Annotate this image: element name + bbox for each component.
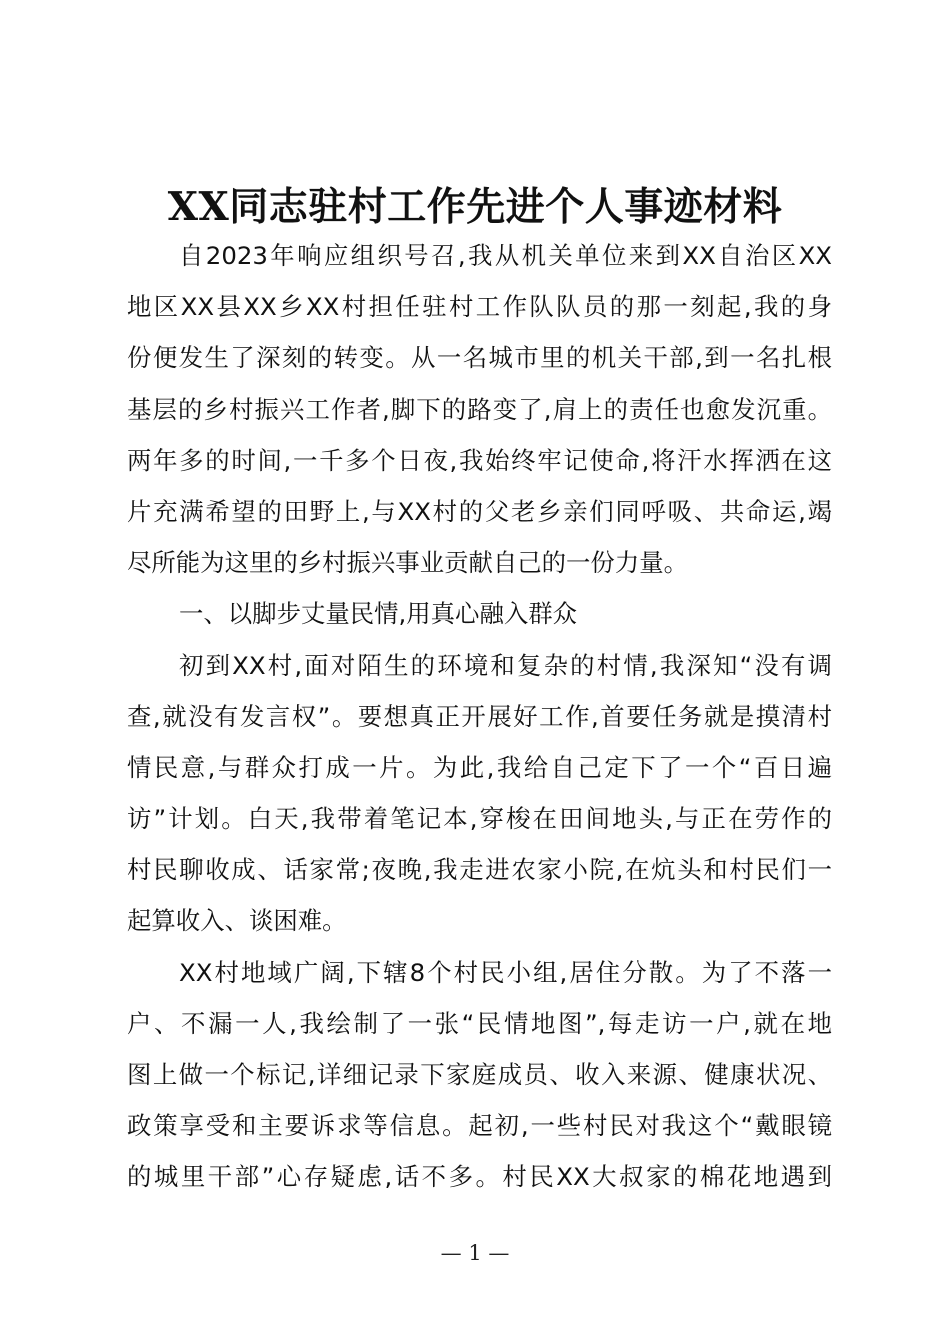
document-title: XX同志驻村工作先进个人事迹材料	[167, 184, 783, 230]
text-line: 片充满希望的田野上,与XX村的父老乡亲们同呼吸、共命运,竭	[127, 496, 832, 526]
text-line: 基层的乡村振兴工作者,脚下的路变了,肩上的责任也愈发沉重。	[127, 394, 832, 424]
paragraph-intro	[127, 230, 832, 588]
text-line: 地区XX县XX乡XX村担任驻村工作队队员的那一刻起,我的身	[127, 292, 832, 322]
text-line: 图上做一个标记,详细记录下家庭成员、收入来源、健康状况、	[127, 1060, 832, 1089]
text-line: 份便发生了深刻的转变。从一名城市里的机关干部,到一名扎根	[127, 343, 832, 373]
section-heading: 一、以脚步丈量民情,用真心融入群众	[179, 599, 578, 629]
text-line: 情民意,与群众打成一片。为此,我给自己定下了一个“百日遍	[127, 752, 832, 782]
document-body	[127, 230, 832, 1203]
text-line: 起算收入、谈困难。	[127, 906, 347, 936]
text-line: 自2023年响应组织号召,我从机关单位来到XX自治区XX	[179, 241, 832, 270]
text-line: 两年多的时间,一千多个日夜,我始终牢记使命,将汗水挥洒在这	[127, 445, 832, 475]
text-line: 查,就没有发言权”。要想真正开展好工作,首要任务就是摸清村	[127, 701, 832, 731]
paragraph-map	[127, 947, 832, 1203]
text-line: 的城里干部”心存疑虑,话不多。村民XX大叔家的棉花地遇到	[127, 1162, 832, 1192]
page-number: — 1 —	[440, 1241, 510, 1265]
text-line: 尽所能为这里的乡村振兴事业贡献自己的一份力量。	[127, 548, 688, 578]
text-line: XX村地域广阔,下辖8个村民小组,居住分散。为了不落一	[179, 957, 832, 987]
text-line: 访”计划。白天,我带着笔记本,穿梭在田间地头,与正在劳作的	[127, 804, 832, 834]
text-line: 村民聊收成、话家常;夜晚,我走进农家小院,在炕头和村民们一	[127, 855, 832, 885]
text-line: 政策享受和主要诉求等信息。起初,一些村民对我这个“戴眼镜	[127, 1111, 832, 1141]
text-line: 初到XX村,面对陌生的环境和复杂的村情,我深知“没有调	[179, 650, 832, 680]
paragraph-survey	[127, 640, 832, 947]
text-line: 户、不漏一人,我绘制了一张“民情地图”,每走访一户,就在地	[127, 1008, 832, 1038]
